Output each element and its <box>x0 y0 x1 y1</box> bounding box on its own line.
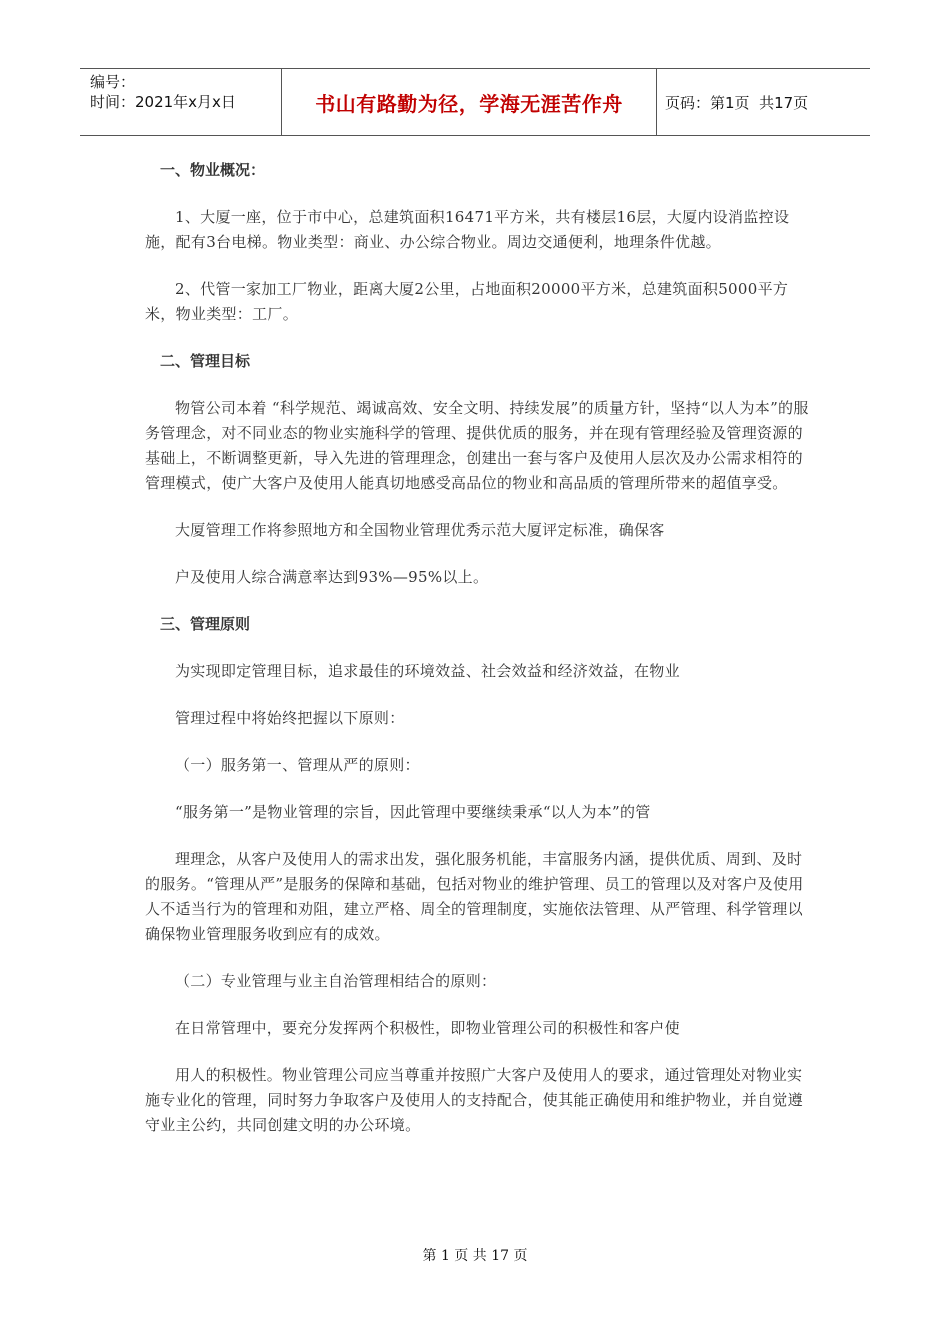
paragraph: 理理念，从客户及使用人的需求出发，强化服务机能，丰富服务内涵，提供优质、周到、及时的服务。“管理从严”是服务的保障和基础，包括对物业的维护管理、员工的管理以及对客户及使用人不适当行为的管理和劝阻，建立严格、周全的管理制度，实施依法管理、从严管理、科学管理以确保物业管理服务收到应有的成效。 <box>145 850 804 943</box>
section-title-overview: 一、物业概况： <box>160 161 266 179</box>
document-body <box>145 150 810 1138</box>
paragraph: 管理过程中将始终把握以下原则： <box>175 709 405 727</box>
section-title-principles: 三、管理原则 <box>160 615 251 633</box>
serial-number-label: 编号： <box>90 73 136 91</box>
paragraph: 1、大厦一座，位于市中心，总建筑面积16471平方米，共有楼层16层，大厦内设消监控设施，配有3台电梯。物业类型：商业、办公综合物业。周边交通便利，地理条件优越。 <box>145 208 790 251</box>
header-page-info: 页码：第1页 共17页 <box>665 93 809 112</box>
paragraph: 用人的积极性。物业管理公司应当尊重并按照广大客户及使用人的要求，通过管理处对物业实施专业化的管理，同时努力争取客户及使用人的支持配合，使其能正确使用和维护物业，并自觉遵守业主公约，共同创建文明的办公环境。 <box>145 1066 803 1134</box>
paragraph: 为实现即定管理目标，追求最佳的环境效益、社会效益和经济效益，在物业 <box>175 662 680 680</box>
subsection-title: （二）专业管理与业主自治管理相结合的原则： <box>175 972 497 990</box>
document-header <box>80 68 870 136</box>
paragraph: “服务第一”是物业管理的宗旨，因此管理中要继续秉承“以人为本”的管 <box>175 803 651 821</box>
page-footer: 第 1 页 共 17 页 <box>422 1248 528 1264</box>
header-motto: 书山有路勤为径，学海无涯苦作舟 <box>282 69 657 135</box>
subsection-title: （一）服务第一、管理从严的原则： <box>175 756 420 774</box>
paragraph: 2、代管一家加工厂物业，距离大厦2公里，占地面积20000平方米，总建筑面积5000平方米，物业类型：工厂。 <box>145 280 789 323</box>
paragraph: 物管公司本着 “科学规范、竭诚高效、安全文明、持续发展”的质量方针，坚持“以人为本”的服务管理念，对不同业态的物业实施科学的管理、提供优质的服务，并在现有管理经验及管理资源的基础上，不断调整更新，导入先进的管理理念，创建出一套与客户及使用人层次及办公需求相符的管理模式，使广大客户及使用人能真切地感受高品位的物业和高品质的管理所带来的超值享受。 <box>145 399 809 492</box>
header-meta <box>80 69 282 135</box>
paragraph: 户及使用人综合满意率达到93%—95%以上。 <box>175 568 489 586</box>
date-label: 时间：2021年x月x日 <box>90 93 236 111</box>
section-title-goals: 二、管理目标 <box>160 352 251 370</box>
paragraph: 在日常管理中，要充分发挥两个积极性，即物业管理公司的积极性和客户使 <box>175 1019 680 1037</box>
paragraph: 大厦管理工作将参照地方和全国物业管理优秀示范大厦评定标准，确保客 <box>175 521 665 539</box>
